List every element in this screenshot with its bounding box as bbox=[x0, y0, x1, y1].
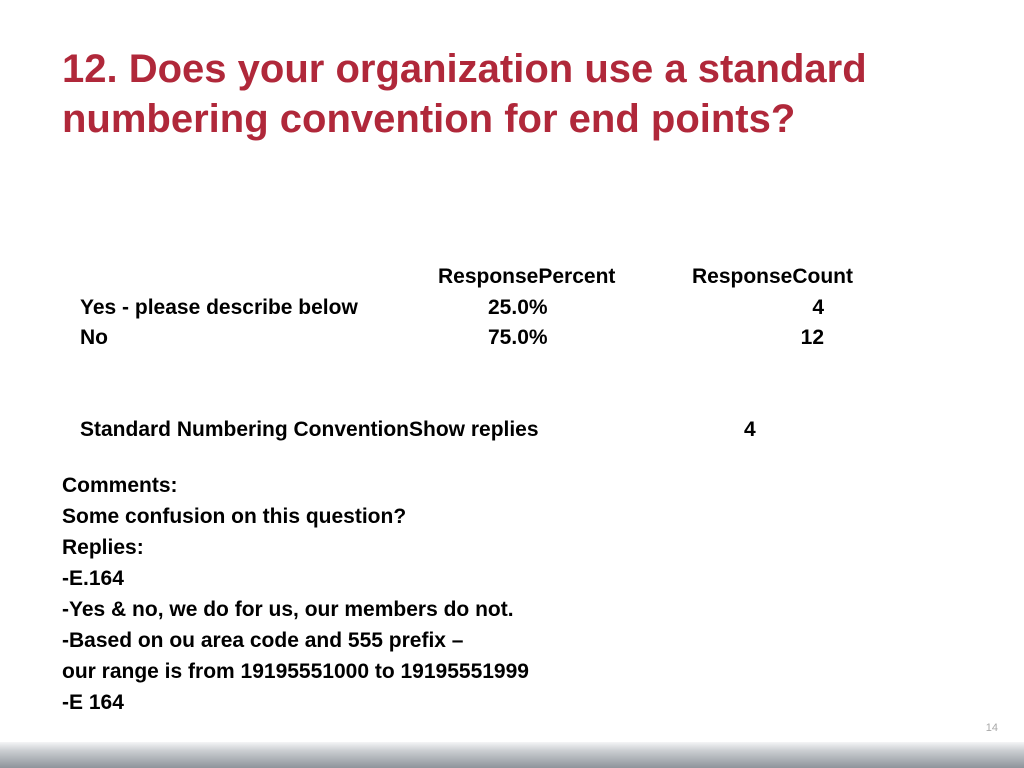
open-ended-count: 4 bbox=[744, 418, 756, 441]
column-header-response-count: ResponseCount bbox=[692, 265, 854, 288]
reply-line: -Based on ou area code and 555 prefix – bbox=[62, 629, 464, 652]
comments-list bbox=[62, 470, 529, 718]
row-count-yes: 4 bbox=[812, 296, 824, 319]
replies-heading: Replies: bbox=[62, 536, 144, 559]
comment-line: Some confusion on this question? bbox=[62, 505, 407, 528]
reply-line: our range is from 19195551000 to 19195551999 bbox=[62, 660, 529, 683]
footer-bar bbox=[0, 742, 1024, 768]
column-header-response-percent: ResponsePercent bbox=[438, 265, 616, 288]
slide-title-line: 12. Does your organization use a standard bbox=[62, 47, 867, 91]
row-label-yes: Yes - please describe below bbox=[80, 296, 358, 319]
row-percent-no: 75.0% bbox=[488, 326, 548, 349]
row-percent-yes: 25.0% bbox=[488, 296, 548, 319]
reply-line: -E 164 bbox=[62, 691, 124, 714]
row-count-no: 12 bbox=[800, 326, 824, 349]
slide-title bbox=[62, 44, 1002, 144]
slide-title-line: numbering convention for end points? bbox=[62, 97, 796, 141]
reply-line: -Yes & no, we do for us, our members do not. bbox=[62, 598, 514, 621]
comments-heading: Comments: bbox=[62, 474, 178, 497]
open-ended-label: Standard Numbering ConventionShow replies bbox=[80, 418, 539, 441]
reply-line: -E.164 bbox=[62, 567, 124, 590]
page-number: 14 bbox=[985, 722, 998, 734]
row-label-no: No bbox=[80, 326, 108, 349]
